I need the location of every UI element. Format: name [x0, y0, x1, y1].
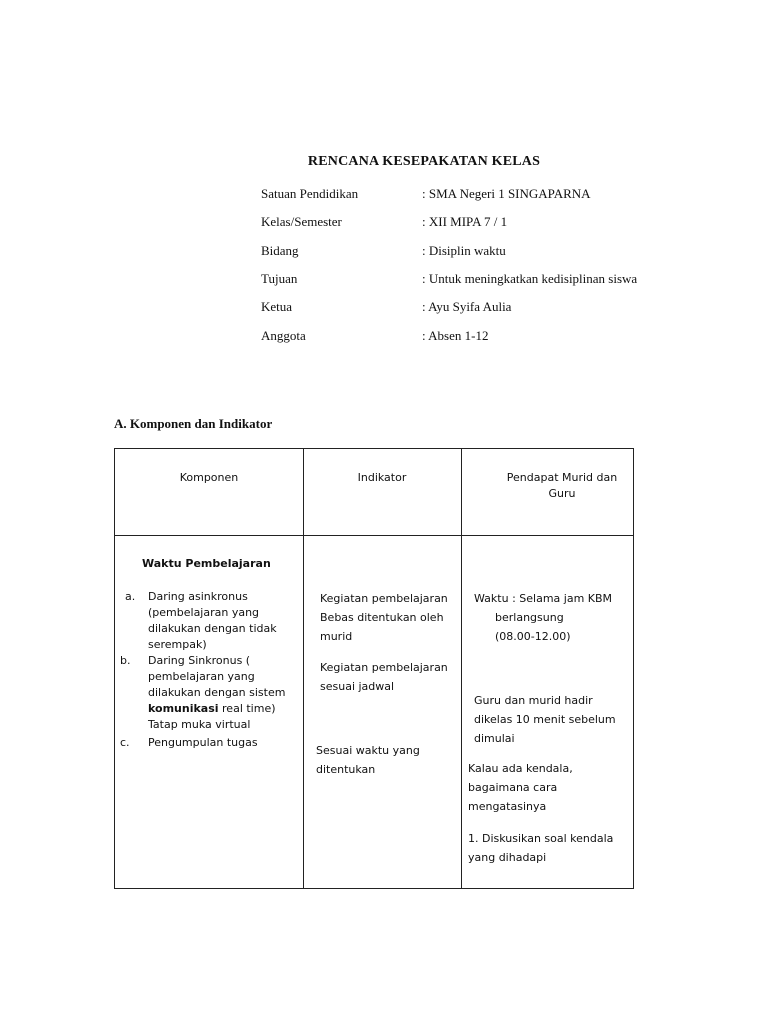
list-marker: b. [120, 654, 131, 667]
table-header-komponen: Komponen [179, 471, 239, 484]
document-title: RENCANA KESEPAKATAN KELAS [307, 154, 541, 169]
pendapat-line: berlangsung [495, 611, 564, 624]
pendapat-line: Kalau ada kendala, [468, 762, 573, 775]
item-line [148, 701, 285, 717]
info-value: : SMA Negeri 1 SINGAPARNA [422, 186, 591, 201]
item-text: real time) [218, 702, 276, 715]
pendapat-line: dimulai [474, 732, 515, 745]
pendapat-block [474, 589, 612, 646]
table-divider [461, 449, 462, 888]
table-divider [303, 449, 304, 888]
indikator-line: Kegiatan pembelajaran [320, 592, 448, 605]
komponen-table [114, 448, 634, 889]
item-line: Tatap muka virtual [148, 718, 251, 731]
indikator-block [316, 741, 420, 779]
pendapat-line: Waktu : Selama jam KBM [474, 592, 613, 605]
item-line: Pengumpulan tugas [148, 736, 258, 749]
list-marker: a. [125, 590, 136, 603]
pendapat-line: bagaimana cara [468, 781, 558, 794]
info-label: Ketua [261, 299, 293, 314]
info-label: Anggota [261, 328, 306, 343]
list-item [148, 589, 277, 653]
info-label: Satuan Pendidikan [261, 186, 359, 201]
indikator-block [320, 589, 448, 646]
list-item [148, 735, 258, 751]
komponen-heading: Waktu Pembelajaran [142, 557, 271, 570]
pendapat-line: Guru dan murid hadir [474, 694, 593, 707]
list-item [148, 653, 285, 733]
info-value: : Disiplin waktu [422, 243, 506, 258]
indikator-line: Bebas ditentukan oleh [320, 611, 444, 624]
table-header-pendapat [487, 470, 637, 502]
list-marker: c. [120, 736, 130, 749]
indikator-line: Kegiatan pembelajaran [320, 661, 448, 674]
indikator-line: sesuai jadwal [320, 680, 395, 693]
pendapat-line: mengatasinya [468, 800, 547, 813]
pendapat-line: 1. Diskusikan soal kendala [468, 832, 614, 845]
pendapat-line: yang dihadapi [468, 851, 547, 864]
item-line: dilakukan dengan sistem [148, 686, 286, 699]
info-value: : Untuk meningkatkan kedisiplinan siswa [422, 271, 638, 286]
info-value: : Absen 1-12 [422, 328, 489, 343]
info-value: : XII MIPA 7 / 1 [422, 214, 508, 229]
pendapat-block [468, 829, 613, 867]
table-divider [115, 535, 633, 536]
indikator-line: Sesuai waktu yang [316, 744, 420, 757]
info-value: : Ayu Syifa Aulia [422, 299, 512, 314]
item-line: pembelajaran yang [148, 670, 255, 683]
item-line: serempak) [148, 638, 207, 651]
info-label: Kelas/Semester [261, 214, 342, 229]
item-line: (pembelajaran yang [148, 606, 260, 619]
pendapat-line: (08.00-12.00) [495, 630, 571, 643]
indikator-line: ditentukan [316, 763, 376, 776]
info-label: Tujuan [261, 271, 298, 286]
item-line: Daring Sinkronus ( [148, 654, 251, 667]
item-line: dilakukan dengan tidak [148, 622, 277, 635]
indikator-line: murid [320, 630, 353, 643]
indikator-block [320, 658, 448, 696]
bold-word: komunikasi [148, 702, 219, 715]
pendapat-line: dikelas 10 menit sebelum [474, 713, 616, 726]
section-heading: A. Komponen dan Indikator [114, 416, 273, 431]
table-header-indikator: Indikator [357, 471, 407, 484]
item-line: Daring asinkronus [148, 590, 248, 603]
info-label: Bidang [261, 243, 299, 258]
header-line: Guru [548, 487, 576, 500]
pendapat-block [468, 759, 573, 816]
header-line: Pendapat Murid dan [506, 471, 618, 484]
pendapat-block [474, 691, 616, 748]
